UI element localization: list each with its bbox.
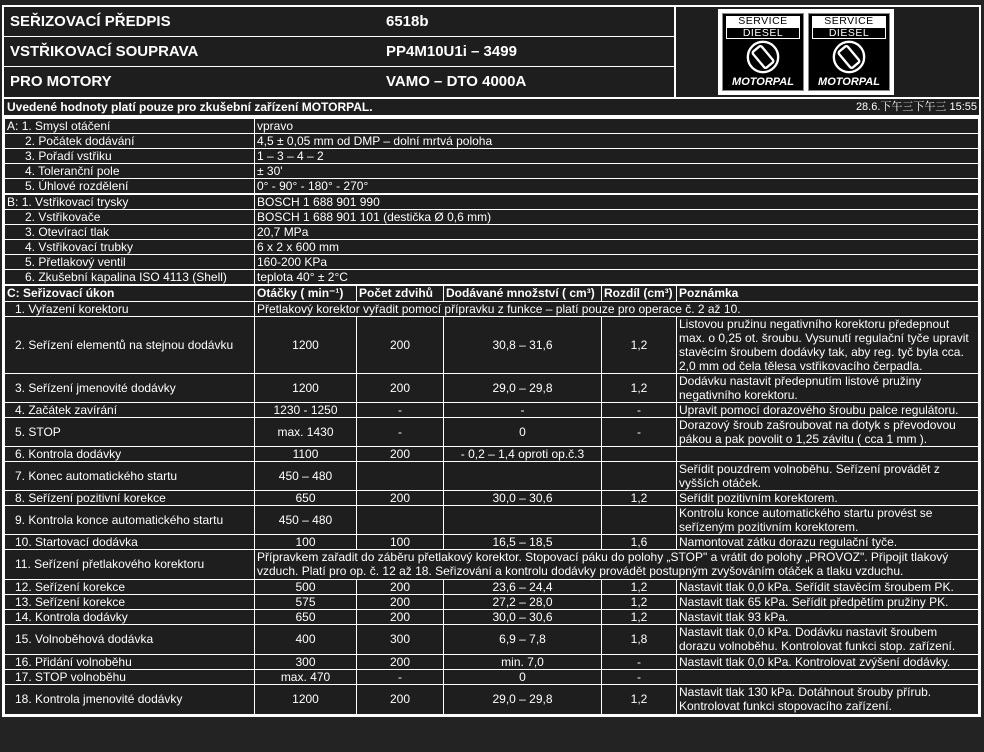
spec-label (5, 240, 255, 255)
spec-label (5, 149, 255, 164)
spec-value: 1 – 3 – 4 – 2 (255, 149, 979, 164)
logo-text: SERVICE (726, 16, 800, 27)
note-value: Namontovat zátku dorazu regulační tyče. (677, 534, 979, 549)
spec-label (5, 255, 255, 270)
col-quantity-header: Dodávané množství ( cm³) (444, 285, 602, 301)
spec-label-text: 2. Počátek dodávání (25, 134, 135, 148)
spec-label-text: 4. Vstřikovací trubky (25, 240, 134, 254)
service-diesel-logo (722, 13, 804, 91)
difference-value (602, 461, 677, 490)
rpm-value: 300 (255, 654, 357, 669)
rpm-value: 1200 (255, 316, 357, 373)
difference-value: - (602, 402, 677, 417)
spec-label (5, 270, 255, 286)
col-operation-header: C: Seřizovací úkon (5, 285, 255, 301)
operation-row (5, 609, 979, 624)
spec-row (5, 240, 979, 255)
spec-row (5, 118, 979, 134)
operation-label: 14. Kontrola dodávky (5, 609, 255, 624)
quantity-value: 16,5 – 18,5 (444, 534, 602, 549)
quantity-value (444, 461, 602, 490)
spec-row (5, 255, 979, 270)
difference-value: 1,2 (602, 684, 677, 714)
col-rpm-header: Otáčky ( min⁻¹) (255, 285, 357, 301)
operation-row (5, 373, 979, 402)
difference-value: 1,2 (602, 373, 677, 402)
strokes-value: 200 (357, 373, 444, 402)
quantity-value: min. 7,0 (444, 654, 602, 669)
operation-row (5, 549, 979, 579)
rpm-value: max. 470 (255, 669, 357, 684)
logo-brand: MOTORPAL (818, 76, 880, 88)
strokes-value: 200 (357, 684, 444, 714)
note-value: Upravit pomocí dorazového šroubu palce regulátoru. (677, 402, 979, 417)
header-value: VAMO – DTO 4000A (386, 73, 527, 90)
injector-icon (745, 39, 781, 75)
operation-label: 4. Začátek zavírání (5, 402, 255, 417)
note-value: Nastavit tlak 0,0 kPa. Kontrolovat zvýšení dodávky. (677, 654, 979, 669)
logo-area (676, 7, 979, 97)
note-value: Nastavit tlak 130 kPa. Dotáhnout šrouby přírub. Kontrolovat funkci stopovacího zařízení. (677, 684, 979, 714)
spec-label (5, 164, 255, 179)
strokes-value: 200 (357, 446, 444, 461)
spec-value: BOSCH 1 688 901 101 (destička Ø 0,6 mm) (255, 210, 979, 225)
difference-value: 1,2 (602, 490, 677, 505)
note-value: Dorazový šroub zašroubovat na dotyk s převodovou pákou a pak povolit o 1,25 závitu ( cca 1 mm ). (677, 417, 979, 446)
operation-label: 12. Seřízení korekce (5, 579, 255, 594)
spec-label-text: 1. Vstřikovací trysky (21, 195, 129, 209)
spec-label-text: 5. Úhlové rozdělení (25, 179, 129, 193)
quantity-value: 30,0 – 30,6 (444, 609, 602, 624)
quantity-value: 30,0 – 30,6 (444, 490, 602, 505)
spec-row (5, 179, 979, 195)
operation-label: 2. Seřízení elementů na stejnou dodávku (5, 316, 255, 373)
strokes-value: - (357, 669, 444, 684)
operation-row (5, 316, 979, 373)
quantity-value: 6,9 – 7,8 (444, 624, 602, 654)
operation-label: 15. Volnoběhová dodávka (5, 624, 255, 654)
spec-label-text: 6. Zkušební kapalina ISO 4113 (Shell) (25, 270, 227, 284)
spec-label-text: 4. Toleranční pole (25, 164, 120, 178)
operation-row (5, 684, 979, 714)
difference-value: 1,2 (602, 316, 677, 373)
rpm-value: 450 – 480 (255, 505, 357, 534)
note-value (677, 446, 979, 461)
spec-value: 6 x 2 x 600 mm (255, 240, 979, 255)
operation-label: 5. STOP (5, 417, 255, 446)
spec-row (5, 149, 979, 164)
spec-label (5, 194, 255, 210)
strokes-value: 200 (357, 654, 444, 669)
operation-row (5, 461, 979, 490)
strokes-value (357, 461, 444, 490)
quantity-value: 23,6 – 24,4 (444, 579, 602, 594)
quantity-value: 29,0 – 29,8 (444, 684, 602, 714)
spec-row (5, 270, 979, 286)
difference-value (602, 505, 677, 534)
spec-label-text: 3. Otevírací tlak (25, 225, 110, 239)
spec-row (5, 164, 979, 179)
header-row (4, 37, 674, 67)
sheet-header (4, 7, 979, 99)
rpm-value: 650 (255, 490, 357, 505)
spec-label (5, 179, 255, 195)
strokes-value: 200 (357, 490, 444, 505)
difference-value: 1,8 (602, 624, 677, 654)
rpm-value: 1200 (255, 373, 357, 402)
operation-label: 11. Seřízení přetlakového korektoru (5, 549, 255, 579)
rpm-value: max. 1430 (255, 417, 357, 446)
operation-row (5, 417, 979, 446)
quantity-value: 27,2 – 28,0 (444, 594, 602, 609)
operation-instruction: Přetlakový korektor vyřadit pomocí přípravku z funkce – platí pouze pro operace č. 2 až 10. (255, 301, 979, 316)
spec-label (5, 118, 255, 134)
operation-row (5, 534, 979, 549)
header-label: SEŘIZOVACÍ PŘEDPIS (10, 13, 171, 30)
note-value: Seřídit pouzdrem volnoběhu. Seřízení provádět z vyšších otáček. (677, 461, 979, 490)
operation-row (5, 402, 979, 417)
rpm-value: 450 – 480 (255, 461, 357, 490)
difference-value: - (602, 669, 677, 684)
operation-row (5, 505, 979, 534)
difference-value: 1,2 (602, 579, 677, 594)
spec-label-text: 1. Smysl otáčení (21, 119, 111, 133)
col-strokes-header: Počet zdvihů (357, 285, 444, 301)
operation-row (5, 579, 979, 594)
strokes-value: 300 (357, 624, 444, 654)
strokes-value: - (357, 402, 444, 417)
difference-value: - (602, 654, 677, 669)
header-label: PRO MOTORY (10, 73, 112, 90)
operation-instruction: Přípravkem zařadit do záběru přetlakový korektor. Stopovací páku do polohy „STOP" a vrátit do polohy „PROVOZ". Připojit tlakový vzduch. Platí pro op. č. 12 až 18. Seřizování a kontrolu dodávky provádět postupným zvyšováním otáček a tlaku vzduchu. (255, 549, 979, 579)
note-value: Dodávku nastavit předepnutím listové pružiny negativního korektoru. (677, 373, 979, 402)
logo-text: DIESEL (812, 27, 886, 39)
spec-label-text: 5. Přetlakový ventil (25, 255, 126, 269)
spec-label (5, 225, 255, 240)
spec-value: 0° - 90° - 180° - 270° (255, 179, 979, 195)
service-diesel-logo (808, 13, 890, 91)
strokes-value (357, 505, 444, 534)
operation-label: 8. Seřízení pozitivní korekce (5, 490, 255, 505)
operation-label: 17. STOP volnoběhu (5, 669, 255, 684)
operation-label: 10. Startovací dodávka (5, 534, 255, 549)
strokes-value: 100 (357, 534, 444, 549)
strokes-value: - (357, 417, 444, 446)
header-label: VSTŘIKOVACÍ SOUPRAVA (10, 43, 199, 60)
operation-row (5, 490, 979, 505)
note-value: Nastavit tlak 0,0 kPa. Seřídit stavěcím šroubem PK. (677, 579, 979, 594)
note-value: Seřídit pozitivním korektorem. (677, 490, 979, 505)
strokes-value: 200 (357, 316, 444, 373)
strokes-value: 200 (357, 594, 444, 609)
section-prefix: B: (7, 195, 19, 209)
spec-label (5, 210, 255, 225)
spec-label-text: 3. Pořadí vstřiku (25, 149, 112, 163)
operation-label: 3. Seřízení jmenovité dodávky (5, 373, 255, 402)
quantity-value: - (444, 402, 602, 417)
col-difference-header: Rozdíl (cm³) (602, 285, 677, 301)
operation-label: 1. Vyřazení korektoru (5, 301, 255, 316)
spec-row (5, 134, 979, 149)
operation-row (5, 669, 979, 684)
operation-row (5, 594, 979, 609)
header-row (4, 7, 674, 37)
logo-brand: MOTORPAL (732, 76, 794, 88)
settings-table (4, 117, 979, 715)
difference-value: - (602, 417, 677, 446)
quantity-value: 0 (444, 669, 602, 684)
operation-label: 13. Seřízení korekce (5, 594, 255, 609)
operation-label: 9. Kontrola konce automatického startu (5, 505, 255, 534)
header-value: 6518b (386, 13, 429, 30)
spec-row (5, 210, 979, 225)
header-row (4, 67, 674, 96)
quantity-value: 30,8 – 31,6 (444, 316, 602, 373)
note-value: Nastavit tlak 0,0 kPa. Dodávku nastavit šroubem dorazu volnoběhu. Kontrolovat funkci stop. zařízení. (677, 624, 979, 654)
operation-label: 16. Přidání volnoběhu (5, 654, 255, 669)
operation-label: 7. Konec automatického startu (5, 461, 255, 490)
header-fields (4, 7, 676, 97)
rpm-value: 1200 (255, 684, 357, 714)
spec-value: teplota 40° ± 2°C (255, 270, 979, 286)
difference-value: 1,6 (602, 534, 677, 549)
spec-value: ± 30' (255, 164, 979, 179)
strokes-value: 200 (357, 609, 444, 624)
operation-label: 6. Kontrola dodávky (5, 446, 255, 461)
rpm-value: 500 (255, 579, 357, 594)
section-prefix: A: (7, 119, 19, 133)
injector-icon (831, 39, 867, 75)
difference-value: 1,2 (602, 594, 677, 609)
timestamp: 28.6.下午三下午三 15:55 (855, 101, 977, 113)
spec-row (5, 225, 979, 240)
column-header-row (5, 285, 979, 301)
spec-value: 4,5 ± 0,05 mm od DMP – dolní mrtvá poloha (255, 134, 979, 149)
spec-value: BOSCH 1 688 901 990 (255, 194, 979, 210)
spec-label (5, 134, 255, 149)
strokes-value: 200 (357, 579, 444, 594)
rpm-value: 650 (255, 609, 357, 624)
spec-value: 20,7 MPa (255, 225, 979, 240)
note-value: Nastavit tlak 93 kPa. (677, 609, 979, 624)
logo-text: DIESEL (726, 27, 800, 39)
note-value: Kontrolu konce automatického startu provést se seřízeným pozitivním korektorem. (677, 505, 979, 534)
quantity-value (444, 505, 602, 534)
note-value: Listovou pružinu negativního korektoru předepnout max. o 0,25 ot. šroubu. Vysunutí regulační tyče upravit stavěcím šroubem dodávky tak, aby reg. tyč byla cca. 2,0 mm od čela tělesa vstřikovacího čerpadla. (677, 316, 979, 373)
spec-value: 160-200 KPa (255, 255, 979, 270)
quantity-value: - 0,2 – 1,4 oproti op.č.3 (444, 446, 602, 461)
rpm-value: 100 (255, 534, 357, 549)
spec-label-text: 2. Vstřikovače (25, 210, 101, 224)
quantity-value: 0 (444, 417, 602, 446)
logo-text: SERVICE (812, 16, 886, 27)
rpm-value: 575 (255, 594, 357, 609)
difference-value (602, 446, 677, 461)
setting-sheet (2, 5, 981, 717)
header-value: PP4M10U1i – 3499 (386, 43, 517, 60)
operation-row (5, 446, 979, 461)
validity-note (4, 99, 979, 117)
note-value: Nastavit tlak 65 kPa. Seřídit předpětím pružiny PK. (677, 594, 979, 609)
spec-value: vpravo (255, 118, 979, 134)
note-value (677, 669, 979, 684)
rpm-value: 1230 - 1250 (255, 402, 357, 417)
quantity-value: 29,0 – 29,8 (444, 373, 602, 402)
operation-label: 18. Kontrola jmenovité dodávky (5, 684, 255, 714)
rpm-value: 1100 (255, 446, 357, 461)
note-text: Uvedené hodnoty platí pouze pro zkušební zařízení MOTORPAL. (7, 100, 373, 114)
operation-row (5, 654, 979, 669)
spec-row (5, 194, 979, 210)
col-note-header: Poznámka (677, 285, 979, 301)
rpm-value: 400 (255, 624, 357, 654)
difference-value: 1,2 (602, 609, 677, 624)
operation-row (5, 301, 979, 316)
operation-row (5, 624, 979, 654)
